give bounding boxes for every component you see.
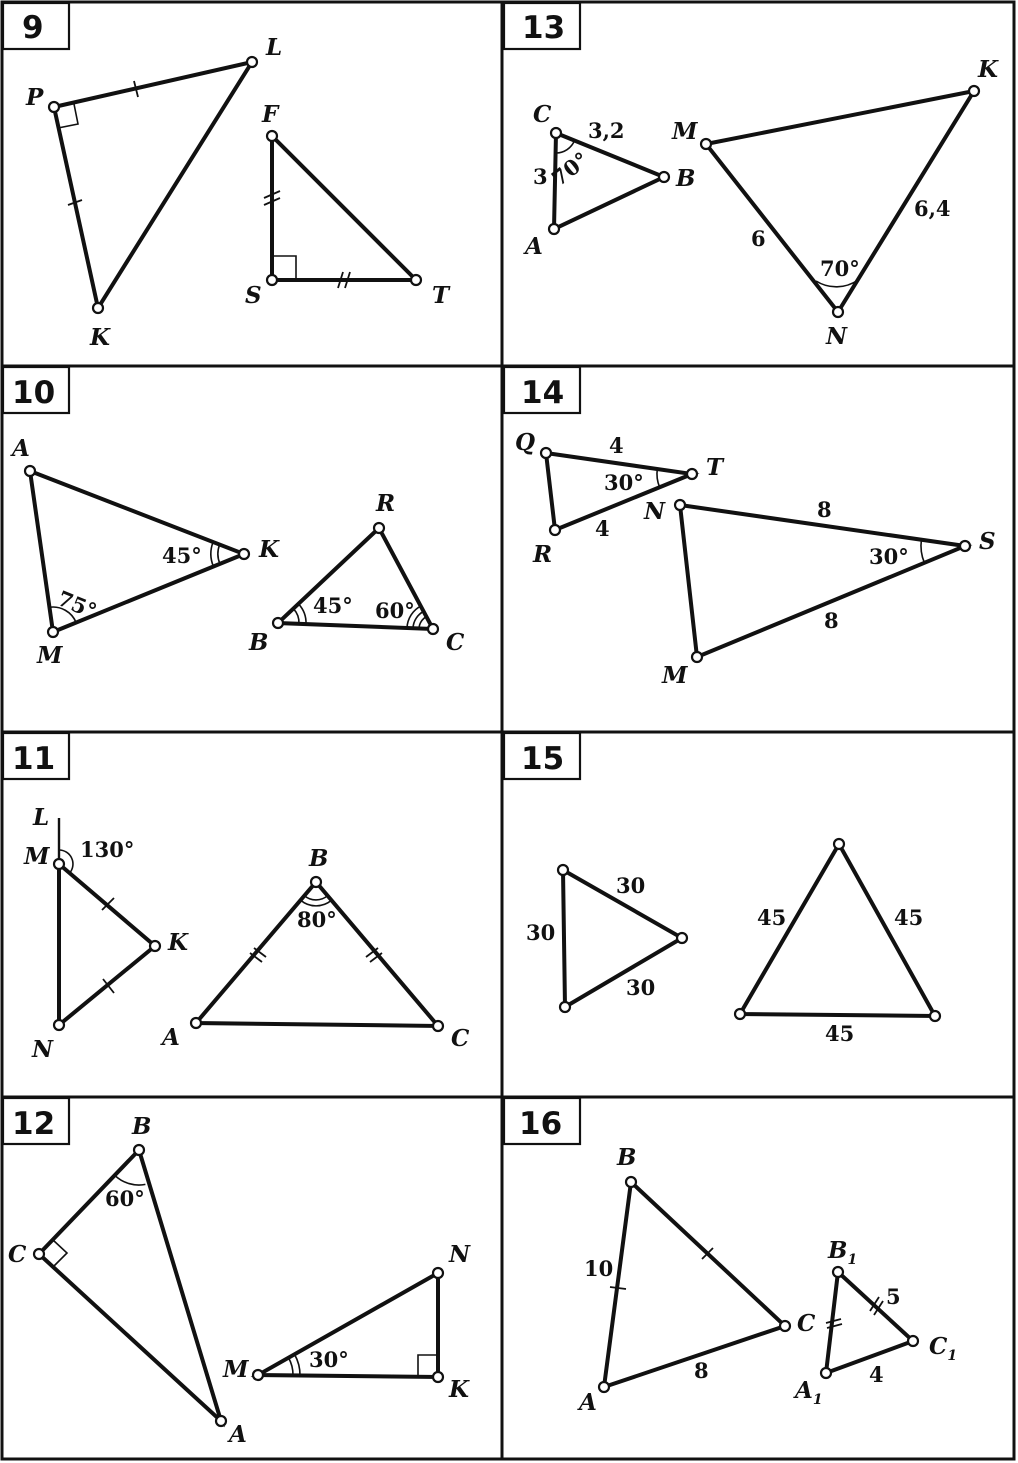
- label-c1-subscript: 1: [947, 1348, 958, 1364]
- panel-16: [504, 1098, 957, 1416]
- problem-number: 9: [22, 10, 44, 46]
- side-length-left: 45: [757, 905, 787, 930]
- vertex-a: [599, 1382, 609, 1392]
- label-c: C: [533, 101, 552, 128]
- angle-arc-k-1: [211, 542, 214, 567]
- vertex-n: [54, 1020, 64, 1030]
- triangle-mnk: [671, 56, 999, 350]
- label-t: T: [432, 282, 450, 309]
- triangle-abc: [8, 1113, 247, 1448]
- vertex-b: [311, 877, 321, 887]
- vertex-bottom: [560, 1002, 570, 1012]
- vertex-t: [411, 275, 421, 285]
- triangle-abc-sides: [604, 1182, 785, 1387]
- vertex-c: [551, 128, 561, 138]
- panel-11: [3, 733, 470, 1063]
- side-rt-length: 4: [595, 516, 610, 541]
- side-length-bottom: 45: [825, 1021, 855, 1046]
- problem-number: 11: [12, 741, 56, 777]
- label-l: L: [33, 804, 50, 831]
- label-c1: [929, 1333, 957, 1364]
- triangle-fst-sides: [272, 136, 416, 280]
- angle-k-value: 45°: [162, 543, 202, 568]
- exterior-angle-value: 130°: [80, 837, 135, 862]
- label-m: M: [223, 1356, 249, 1383]
- angle-arc-b-2: [293, 609, 299, 624]
- vertex-left: [735, 1009, 745, 1019]
- angle-arc-b: [115, 1175, 146, 1185]
- angle-b-value: 60°: [105, 1186, 145, 1211]
- side-ms-length: 8: [824, 608, 839, 633]
- label-b1-letter: B: [828, 1237, 848, 1264]
- vertex-r: [550, 525, 560, 535]
- triangle-mns: [643, 497, 996, 689]
- vertex-c: [780, 1321, 790, 1331]
- triangle-abc: [160, 845, 470, 1052]
- triangle-fst: [245, 101, 451, 309]
- vertex-l: [247, 57, 257, 67]
- label-r: R: [376, 490, 396, 517]
- vertex-m: [54, 859, 64, 869]
- label-c: C: [446, 629, 465, 656]
- angle-b-value: 80°: [297, 907, 337, 932]
- problem-number: 14: [521, 375, 565, 411]
- triangle-pkl-sides: [54, 62, 252, 308]
- vertex-a: [549, 224, 559, 234]
- side-b1c1-length: 5: [886, 1284, 901, 1309]
- vertex-t: [687, 469, 697, 479]
- angle-n-value: 70°: [820, 256, 860, 281]
- panel-12: [3, 1098, 471, 1448]
- vertex-b1: [833, 1267, 843, 1277]
- side-cb-length: 3,2: [588, 118, 625, 143]
- vertex-m: [253, 1370, 263, 1380]
- vertex-c1: [908, 1336, 918, 1346]
- angle-b-value: 45°: [313, 593, 353, 618]
- angle-arc-t: [657, 469, 660, 487]
- label-b1: [827, 1237, 857, 1268]
- label-n: N: [644, 498, 666, 525]
- label-m: M: [662, 662, 688, 689]
- triangle-pkl: [25, 34, 282, 351]
- side-ca-length: 3: [533, 164, 548, 189]
- label-k: K: [90, 324, 110, 351]
- vertex-top: [834, 839, 844, 849]
- problem-number: 10: [12, 375, 56, 411]
- angle-arc-n: [816, 280, 858, 287]
- label-a: A: [162, 1024, 180, 1051]
- label-q: Q: [515, 429, 536, 456]
- label-k: K: [168, 929, 188, 956]
- side-ab-length: 10: [584, 1256, 614, 1281]
- label-c: C: [451, 1025, 470, 1052]
- label-k: K: [449, 1376, 469, 1403]
- label-a1-letter: A: [795, 1377, 813, 1404]
- problem-number: 12: [12, 1106, 56, 1142]
- label-s: S: [245, 282, 262, 309]
- vertex-b: [273, 618, 283, 628]
- triangle-large: [735, 839, 940, 1046]
- vertex-m: [692, 652, 702, 662]
- vertex-b: [626, 1177, 636, 1187]
- vertex-f: [267, 131, 277, 141]
- triangle-a1b1c1: [793, 1237, 957, 1408]
- label-r: R: [533, 541, 553, 568]
- vertex-a1: [821, 1368, 831, 1378]
- problem-number: 16: [519, 1106, 563, 1142]
- label-b: B: [249, 629, 269, 656]
- label-b: B: [676, 165, 696, 192]
- equal-side-tick-a1b1-2: [827, 1324, 842, 1328]
- right-angle-mark-p: [58, 104, 78, 128]
- vertex-k: [150, 941, 160, 951]
- vertex-k: [969, 86, 979, 96]
- label-c1-letter: C: [929, 1333, 948, 1360]
- label-m: M: [37, 642, 63, 669]
- vertex-r: [374, 523, 384, 533]
- label-a1-subscript: 1: [812, 1392, 823, 1408]
- side-nk-length: 6,4: [914, 196, 951, 221]
- label-n: N: [826, 323, 848, 350]
- side-length-top: 30: [616, 873, 646, 898]
- vertex-a: [216, 1416, 226, 1426]
- triangle-kmn: [222, 1241, 471, 1403]
- label-c: C: [797, 1310, 816, 1337]
- label-t: T: [706, 454, 724, 481]
- vertex-p: [49, 102, 59, 112]
- vertex-m: [701, 139, 711, 149]
- side-mn-length: 6: [751, 226, 766, 251]
- side-qt-length: 4: [609, 433, 624, 458]
- panel-13: [504, 3, 999, 350]
- vertex-a: [191, 1018, 201, 1028]
- right-angle-mark-c: [53, 1240, 67, 1267]
- side-length-bottom: 30: [626, 975, 656, 1000]
- panel-10: [3, 367, 465, 669]
- side-ns-length: 8: [817, 497, 832, 522]
- vertex-b: [659, 172, 669, 182]
- vertex-n: [433, 1268, 443, 1278]
- angle-arc-m-1: [289, 1358, 294, 1376]
- angle-arc-b-2: [304, 896, 327, 900]
- label-b1-subscript: 1: [847, 1252, 858, 1268]
- angle-c-value: 60°: [375, 598, 415, 623]
- label-s: S: [979, 528, 996, 555]
- vertex-n: [833, 307, 843, 317]
- label-p: P: [26, 84, 44, 111]
- side-a1c1-length: 4: [869, 1362, 884, 1387]
- triangle-abc: [577, 1144, 816, 1416]
- angle-t-value: 30°: [604, 470, 644, 495]
- vertex-k: [433, 1372, 443, 1382]
- vertex-n: [675, 500, 685, 510]
- angle-arc-m-2: [295, 1354, 301, 1375]
- label-b: B: [617, 1144, 637, 1171]
- vertex-right: [930, 1011, 940, 1021]
- panel-9: [3, 3, 451, 351]
- label-a: A: [229, 1421, 247, 1448]
- side-length-right: 45: [894, 905, 924, 930]
- vertex-s: [960, 541, 970, 551]
- side-ac-length: 8: [694, 1358, 709, 1383]
- triangle-qrt: [515, 429, 725, 568]
- label-m: M: [672, 118, 698, 145]
- panel-14: [504, 367, 996, 689]
- label-l: L: [266, 34, 283, 61]
- vertex-b: [134, 1145, 144, 1155]
- label-c: C: [8, 1241, 27, 1268]
- label-a: A: [525, 233, 543, 260]
- angle-s-value: 30°: [869, 544, 909, 569]
- triangle-mnk-sides: [59, 864, 155, 1025]
- triangle-akm: [10, 435, 280, 669]
- label-b: B: [132, 1113, 152, 1140]
- vertex-a: [25, 466, 35, 476]
- triangle-bcr: [248, 490, 465, 656]
- label-m: M: [24, 843, 50, 870]
- angle-m-value: 75°: [54, 585, 101, 624]
- equal-side-tick-ab: [610, 1287, 626, 1289]
- angle-c-value: 70°: [546, 146, 594, 191]
- triangle-small: [526, 865, 687, 1012]
- label-a: A: [12, 435, 30, 462]
- vertex-q: [541, 448, 551, 458]
- label-k: K: [978, 56, 998, 83]
- vertex-k: [239, 549, 249, 559]
- triangle-abc: [523, 101, 695, 260]
- side-length-left: 30: [526, 920, 556, 945]
- vertex-k: [93, 303, 103, 313]
- label-a1: [793, 1377, 823, 1408]
- angle-arc-s: [921, 540, 924, 563]
- label-f: F: [262, 101, 279, 128]
- problem-number: 15: [521, 741, 565, 777]
- vertex-top: [558, 865, 568, 875]
- panel-15: [504, 733, 940, 1046]
- angle-arc-k-2: [218, 545, 220, 564]
- label-n: N: [32, 1036, 54, 1063]
- vertex-right: [677, 933, 687, 943]
- angle-m-value: 30°: [309, 1347, 349, 1372]
- vertex-c: [433, 1021, 443, 1031]
- vertex-s: [267, 275, 277, 285]
- vertex-m: [48, 627, 58, 637]
- triangle-abc-sides: [196, 882, 438, 1026]
- label-a: A: [579, 1389, 597, 1416]
- triangle-mns-sides: [680, 505, 965, 657]
- triangle-large-sides: [740, 844, 935, 1016]
- vertex-c: [428, 624, 438, 634]
- angle-arc-b-1: [301, 900, 332, 906]
- vertex-c: [34, 1249, 44, 1259]
- label-n: N: [449, 1241, 471, 1268]
- label-b: B: [309, 845, 329, 872]
- problem-number: 13: [522, 10, 566, 46]
- label-k: K: [259, 536, 279, 563]
